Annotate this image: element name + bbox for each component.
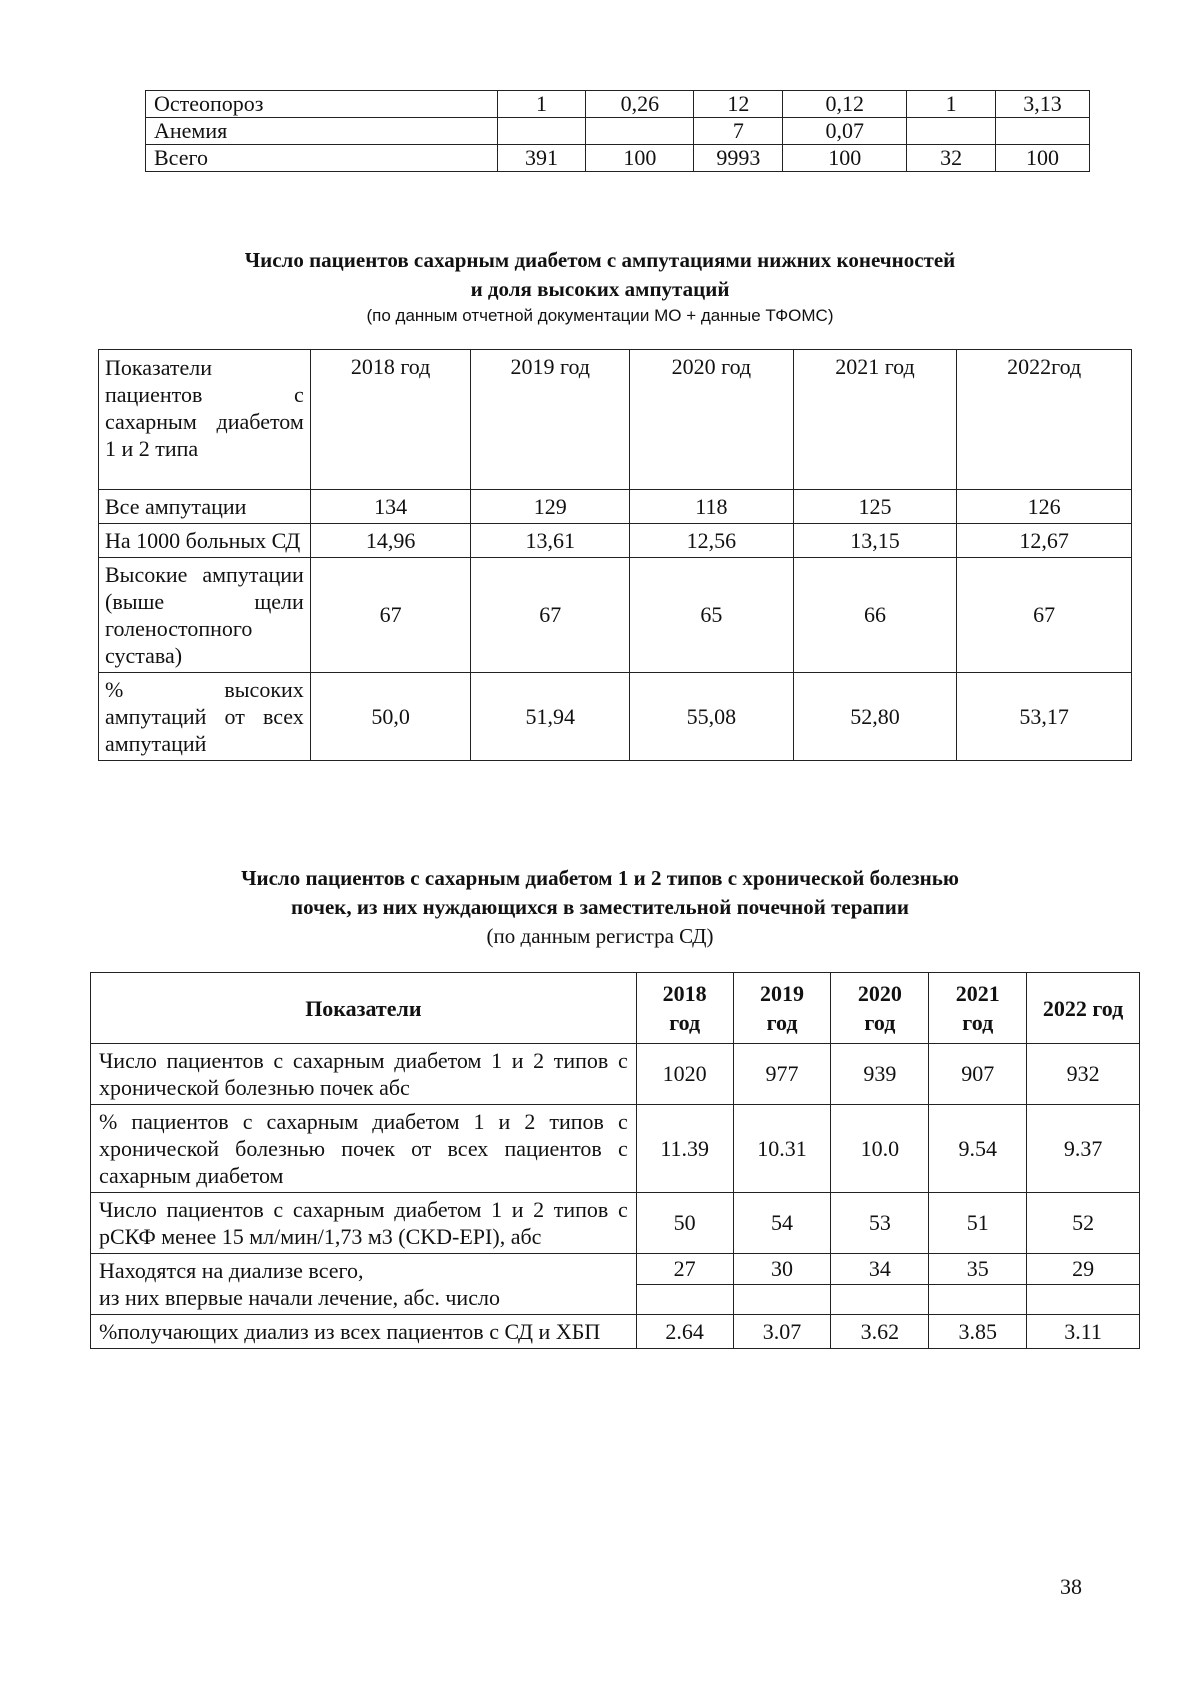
table-header-row <box>91 973 1140 1044</box>
table-cell <box>733 1284 831 1315</box>
table-cell: 50,0 <box>310 673 471 761</box>
section-title: почек, из них нуждающихся в заместительной почечной терапии <box>291 895 909 919</box>
table-cell: 51 <box>929 1193 1027 1254</box>
row-label: Число пациентов с сахарным диабетом 1 и 2 типов с хронической болезнью почек абс <box>91 1044 637 1105</box>
table-row <box>99 558 1132 673</box>
table-cell: 0,07 <box>783 118 907 145</box>
column-header: 2021 год <box>793 350 957 490</box>
table-cell: 67 <box>471 558 630 673</box>
table-row <box>91 1105 1140 1193</box>
table-cell: 30 <box>733 1254 831 1285</box>
column-header: 2020 год <box>831 973 929 1044</box>
section-subtitle: (по данным отчетной документации МО + данные ТФОМС) <box>366 306 834 325</box>
column-header: 2019 год <box>471 350 630 490</box>
table-cell: 1 <box>907 91 996 118</box>
row-label: Число пациентов с сахарным диабетом 1 и 2 типов с рСКФ менее 15 мл/мин/1,73 м3 (CKD-EPI), абс <box>91 1193 637 1254</box>
table-cell: 12 <box>694 91 783 118</box>
table-cell: 134 <box>310 490 471 524</box>
table-cell <box>907 118 996 145</box>
table-cell: 9993 <box>694 145 783 172</box>
table-cell: 0,12 <box>783 91 907 118</box>
table-cell <box>636 1284 733 1315</box>
column-header: Показатели пациентов с сахарным диабетом 1 и 2 типа <box>99 350 311 490</box>
table-cell: 907 <box>929 1044 1027 1105</box>
section-title: Число пациентов сахарным диабетом с ампутациями нижних конечностей <box>244 248 956 272</box>
column-header: 2022год <box>957 350 1132 490</box>
page-number: 38 <box>1060 1574 1082 1599</box>
row-label: % высоких ампутаций от всех ампутаций <box>99 673 311 761</box>
table-cell: 129 <box>471 490 630 524</box>
column-header: 2022 год <box>1027 973 1140 1044</box>
table-row <box>91 1044 1140 1105</box>
table-cell <box>831 1284 929 1315</box>
amputation-section-heading <box>0 246 1200 327</box>
section-title: и доля высоких ампутаций <box>470 277 730 301</box>
table-cell: 3.11 <box>1027 1315 1140 1349</box>
table-header-row <box>99 350 1132 490</box>
table-cell <box>1027 1284 1140 1315</box>
table-cell: 67 <box>310 558 471 673</box>
table-cell <box>497 118 586 145</box>
table-cell: 1 <box>497 91 586 118</box>
table-row <box>146 145 1090 172</box>
row-label: % пациентов с сахарным диабетом 1 и 2 типов с хронической болезнью почек от всех пациентов с сахарным диабетом <box>91 1105 637 1193</box>
row-label: На 1000 больных СД <box>99 524 311 558</box>
table-cell: 100 <box>783 145 907 172</box>
table-cell: 7 <box>694 118 783 145</box>
table-cell: 11.39 <box>636 1105 733 1193</box>
table-cell: 932 <box>1027 1044 1140 1105</box>
row-label: Анемия <box>146 118 498 145</box>
table-cell: 66 <box>793 558 957 673</box>
table-cell: 13,15 <box>793 524 957 558</box>
table-cell: 125 <box>793 490 957 524</box>
table-row <box>146 91 1090 118</box>
table-cell <box>586 118 694 145</box>
table-cell: 100 <box>996 145 1090 172</box>
table-cell: 3,13 <box>996 91 1090 118</box>
table-row <box>91 1254 1140 1285</box>
table-cell: 32 <box>907 145 996 172</box>
column-header: 2020 год <box>630 350 794 490</box>
dialysis-total-label: Находятся на диализе всего, <box>99 1258 364 1283</box>
table-cell: 35 <box>929 1254 1027 1285</box>
table-cell: 52 <box>1027 1193 1140 1254</box>
row-label: Все ампутации <box>99 490 311 524</box>
table-cell: 27 <box>636 1254 733 1285</box>
table-cell: 53 <box>831 1193 929 1254</box>
table-cell <box>996 118 1090 145</box>
table-cell: 1020 <box>636 1044 733 1105</box>
section-title: Число пациентов с сахарным диабетом 1 и 2 типов с хронической болезнью <box>241 866 959 890</box>
table-cell: 10.0 <box>831 1105 929 1193</box>
table-cell: 10.31 <box>733 1105 831 1193</box>
row-label: Остеопороз <box>146 91 498 118</box>
table-cell: 2.64 <box>636 1315 733 1349</box>
column-header: Показатели <box>91 973 637 1044</box>
table-row <box>146 118 1090 145</box>
table-cell: 52,80 <box>793 673 957 761</box>
table-row <box>91 1315 1140 1349</box>
table-cell: 13,61 <box>471 524 630 558</box>
table-cell: 12,67 <box>957 524 1132 558</box>
amputation-table <box>98 349 1132 761</box>
row-label: Высокие ампутации (выше щели голеностопного сустава) <box>99 558 311 673</box>
table-row <box>99 490 1132 524</box>
table-cell: 65 <box>630 558 794 673</box>
table-cell: 9.54 <box>929 1105 1027 1193</box>
comorbidity-table <box>145 90 1090 172</box>
row-label <box>91 1254 637 1315</box>
table-cell <box>929 1284 1027 1315</box>
table-cell: 391 <box>497 145 586 172</box>
table-cell: 9.37 <box>1027 1105 1140 1193</box>
table-cell: 0,26 <box>586 91 694 118</box>
column-header: 2018 год <box>636 973 733 1044</box>
table-row <box>91 1193 1140 1254</box>
table-cell: 3.62 <box>831 1315 929 1349</box>
row-label: %получающих диализ из всех пациентов с СД и ХБП <box>91 1315 637 1349</box>
section-subtitle: (по данным регистра СД) <box>486 924 714 948</box>
table-cell: 3.85 <box>929 1315 1027 1349</box>
kidney-disease-table <box>90 972 1140 1349</box>
table-cell: 53,17 <box>957 673 1132 761</box>
table-cell: 3.07 <box>733 1315 831 1349</box>
kidney-disease-section-heading <box>0 864 1200 950</box>
table-cell: 50 <box>636 1193 733 1254</box>
table-cell: 29 <box>1027 1254 1140 1285</box>
dialysis-new-label: из них впервые начали лечение, абс. число <box>99 1285 500 1310</box>
table-row <box>99 673 1132 761</box>
table-cell: 34 <box>831 1254 929 1285</box>
table-cell: 939 <box>831 1044 929 1105</box>
table-cell: 67 <box>957 558 1132 673</box>
table-cell: 14,96 <box>310 524 471 558</box>
column-header: 2018 год <box>310 350 471 490</box>
row-label: Всего <box>146 145 498 172</box>
table-cell: 51,94 <box>471 673 630 761</box>
table-cell: 55,08 <box>630 673 794 761</box>
column-header: 2021 год <box>929 973 1027 1044</box>
table-cell: 118 <box>630 490 794 524</box>
column-header: 2019 год <box>733 973 831 1044</box>
table-cell: 100 <box>586 145 694 172</box>
table-cell: 54 <box>733 1193 831 1254</box>
table-row <box>99 524 1132 558</box>
table-cell: 12,56 <box>630 524 794 558</box>
table-cell: 977 <box>733 1044 831 1105</box>
table-cell: 126 <box>957 490 1132 524</box>
